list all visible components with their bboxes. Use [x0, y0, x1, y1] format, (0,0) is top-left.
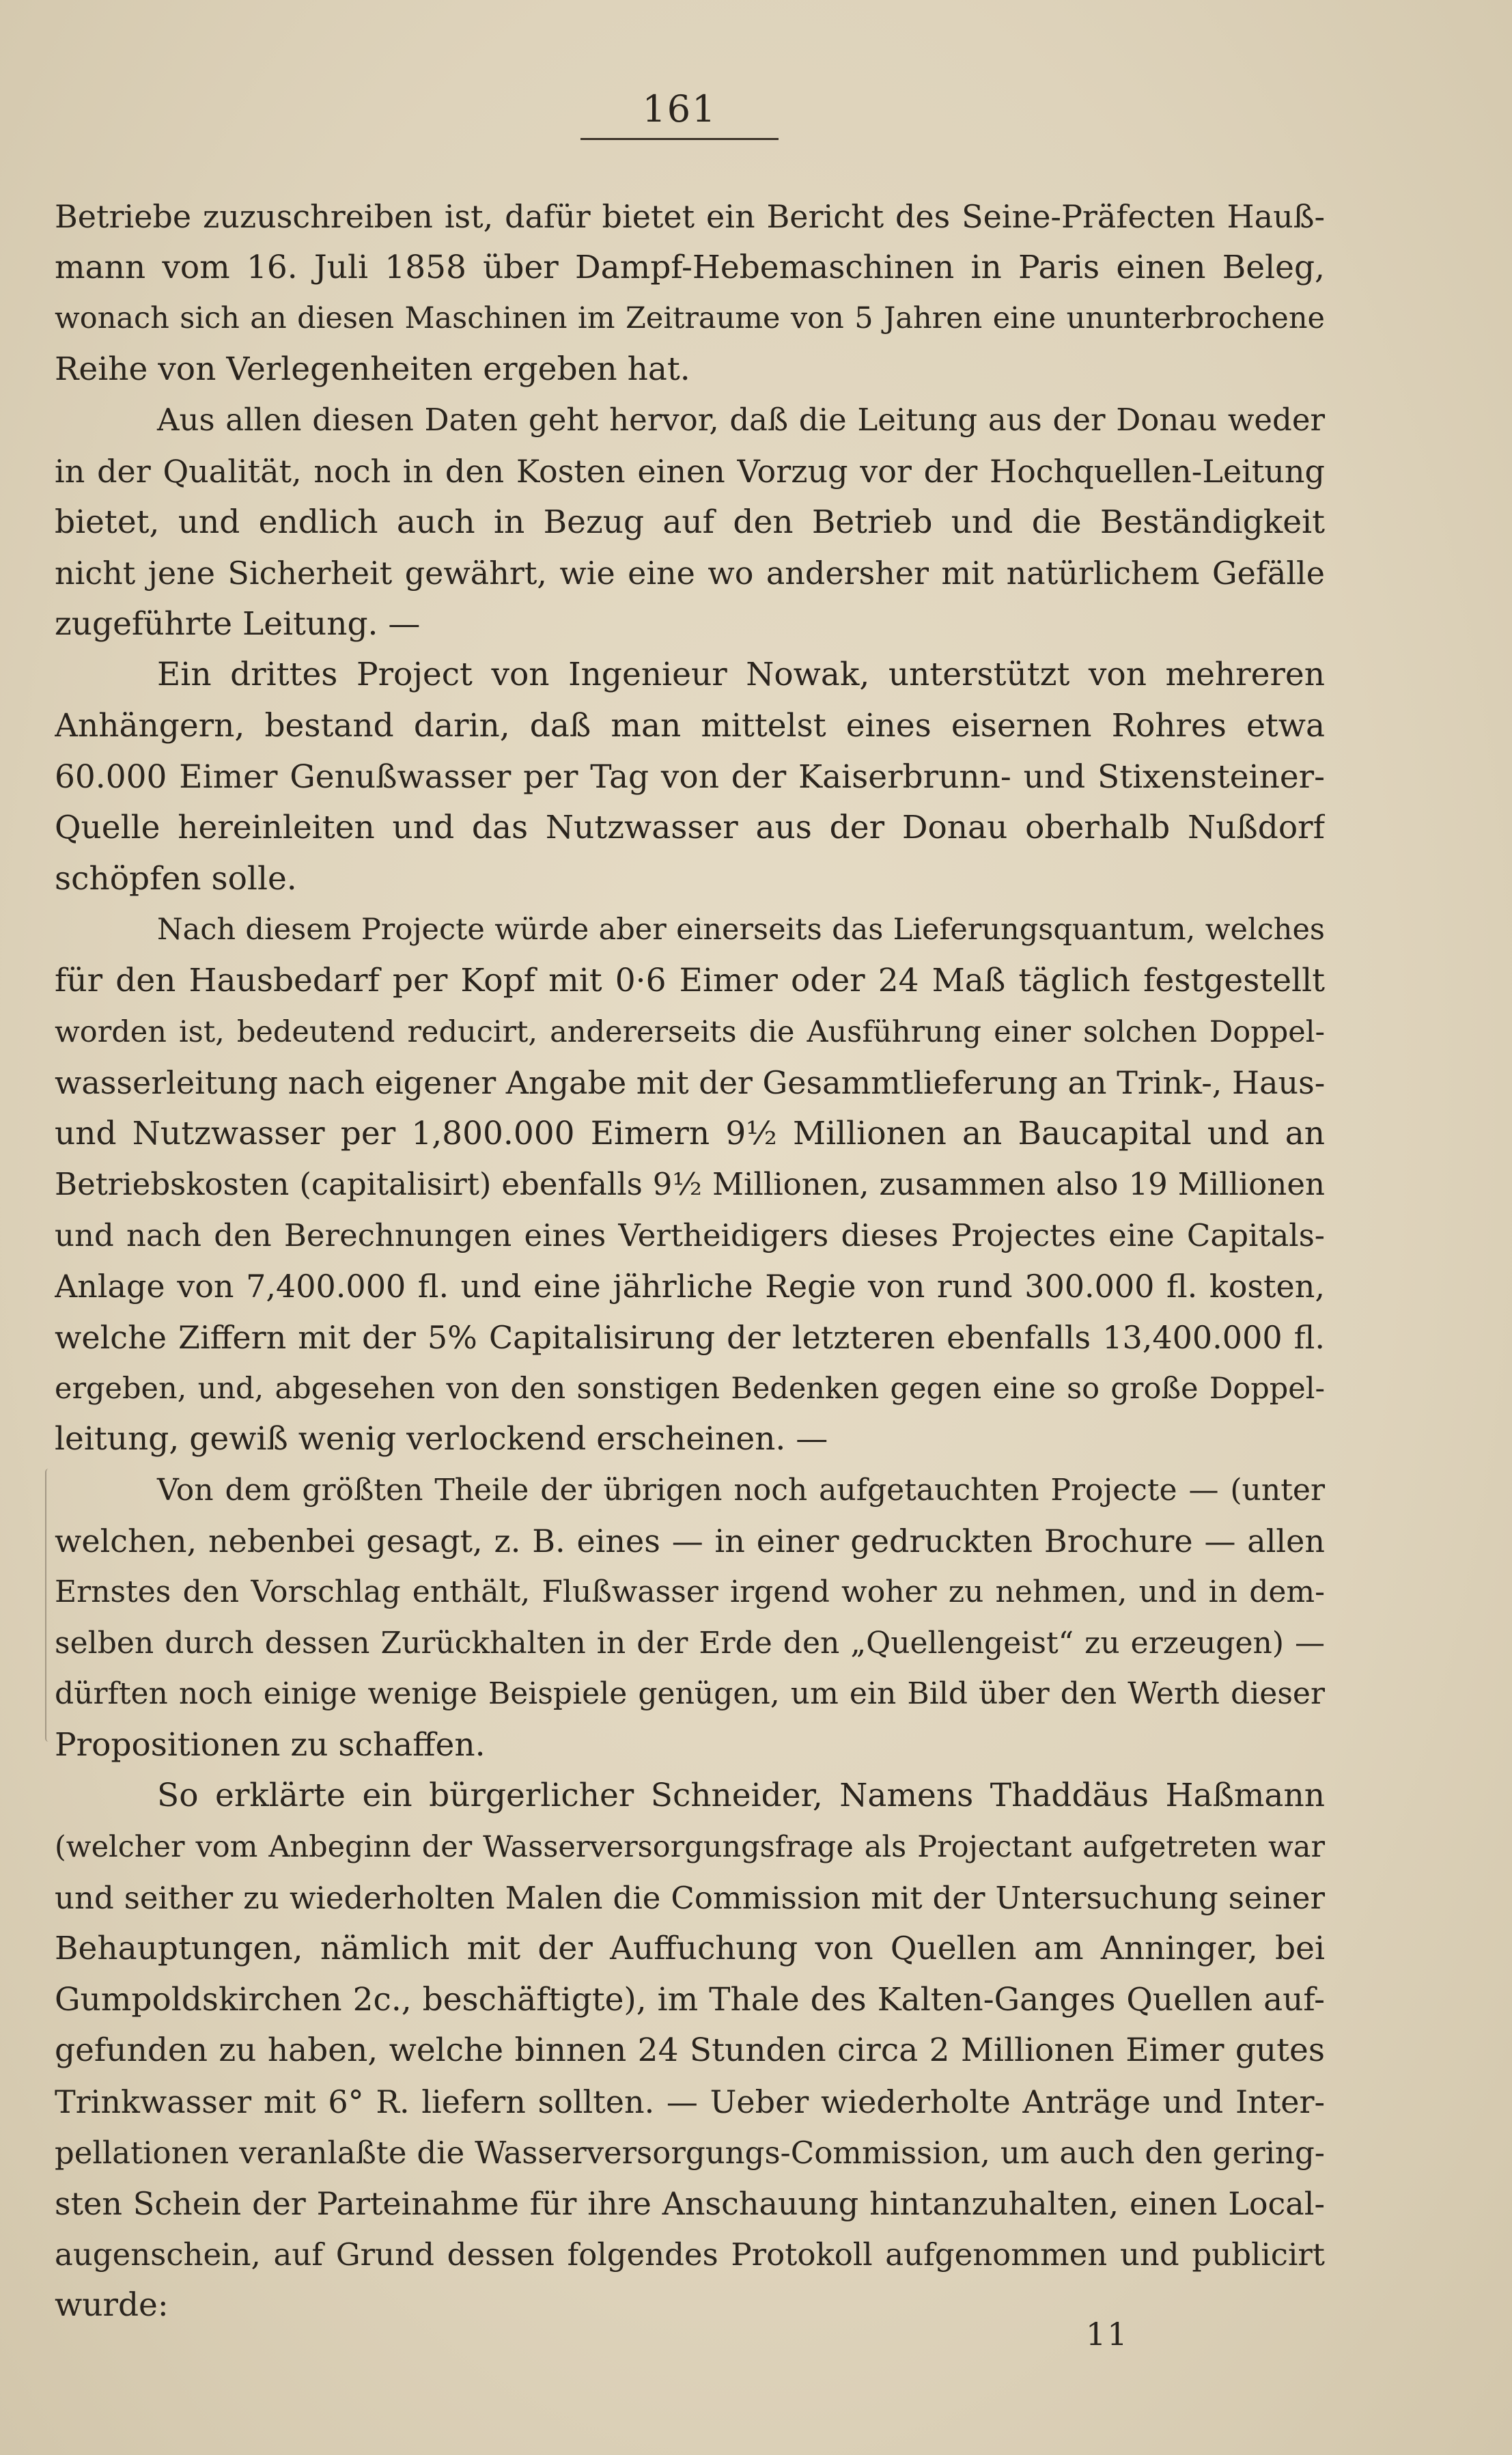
text-line: Propositionen zu schaffen. [55, 1725, 486, 1764]
text-line: wurde: [55, 2286, 169, 2325]
text-line: gefunden zu haben, welche binnen 24 Stunden circa 2 Millionen Eimer gutes [55, 2031, 1325, 2070]
text-line: Von dem größten Theile der übrigen noch aufgetauchten Projecte — (unter [157, 1472, 1325, 1508]
text-line: Trinkwasser mit 6° R. liefern sollten. — Ueber wiederholte Anträge und Inter- [55, 2083, 1325, 2120]
page-number: 161 [642, 87, 717, 130]
text-line: nicht jene Sicherheit gewährt, wie eine wo andersher mit natürlichem Gefälle [55, 555, 1325, 592]
text-line: Anhängern, bestand darin, daß man mittelst eines eisernen Rohres etwa [55, 706, 1325, 745]
text-line: mann vom 16. Juli 1858 über Dampf-Hebemaschinen in Paris einen Beleg, [55, 248, 1325, 286]
text-line: Behauptungen, nämlich mit der Auffuchung von Quellen am Anninger, bei [55, 1930, 1325, 1968]
text-line: welche Ziffern mit der 5% Capitalisirung der letzteren ebenfalls 13,400.000 fl. [55, 1319, 1325, 1357]
text-line: Betriebe zuzuschreiben ist, dafür bietet ein Bericht des Seine-Präfecten Hauß- [55, 198, 1325, 235]
text-line: Nach diesem Projecte würde aber einerseits das Lieferungsquantum, welches [157, 913, 1325, 947]
text-line: zugeführte Leitung. — [55, 605, 421, 643]
text-line: augenschein, auf Grund dessen folgendes Protokoll aufgenommen und publicirt [55, 2236, 1325, 2273]
text-line: schöpfen solle. [55, 859, 297, 898]
header-rule [580, 138, 779, 140]
text-line: Ernstes den Vorschlag enthält, Flußwasser irgend woher zu nehmen, und in dem- [55, 1575, 1325, 1610]
text-line: sten Schein der Parteinahme für ihre Anschauung hintanzuhalten, einen Local- [55, 2185, 1325, 2223]
text-line: wonach sich an diesen Maschinen im Zeitraume von 5 Jahren eine ununterbrochene [55, 301, 1325, 336]
text-line: welchen, nebenbei gesagt, z. B. eines — in einer gedruckten Brochure — allen [55, 1523, 1325, 1560]
text-line: Reihe von Verlegenheiten ergeben hat. [55, 350, 690, 388]
text-line: Gumpoldskirchen 2c., beschäftigte), im Thale des Kalten-Ganges Quellen auf- [55, 1980, 1325, 2019]
text-line: dürften noch einige wenige Beispiele genügen, um ein Bild über den Werth dieser [55, 1676, 1325, 1712]
text-line: worden ist, bedeutend reducirt, andererseits die Ausführung einer solchen Doppel- [55, 1014, 1325, 1049]
text-line: bietet, und endlich auch in Bezug auf den Betrieb und die Beständigkeit [55, 503, 1325, 541]
text-line: selben durch dessen Zurückhalten in der Erde den „Quellengeist“ zu erzeugen) — [55, 1625, 1325, 1661]
text-line: (welcher vom Anbeginn der Wasserversorgungsfrage als Projectant aufgetreten war [55, 1830, 1325, 1864]
text-line: ergeben, und, abgesehen von den sonstigen Bedenken gegen eine so große Doppel- [55, 1371, 1325, 1406]
text-line: in der Qualität, noch in den Kosten einen Vorzug vor der Hochquellen-Leitung [55, 452, 1325, 490]
text-line: 60.000 Eimer Genußwasser per Tag von der Kaiserbrunn- und Stixensteiner- [55, 758, 1325, 796]
text-line: So erklärte ein bürgerlicher Schneider, Namens Thaddäus Haßmann [157, 1777, 1325, 1815]
text-line: und nach den Berechnungen eines Vertheidigers dieses Projectes eine Capitals- [55, 1217, 1325, 1253]
text-line: und Nutzwasser per 1,800.000 Eimern 9½ Millionen an Baucapital und an [55, 1114, 1325, 1152]
text-line: Ein drittes Project von Ingenieur Nowak, unterstützt von mehreren [157, 656, 1325, 694]
signature-mark: 11 [1086, 2316, 1129, 2353]
text-line: Quelle hereinleiten und das Nutzwasser aus der Donau oberhalb Nußdorf [55, 809, 1325, 847]
text-line: und seither zu wiederholten Malen die Commission mit der Untersuchung seiner [55, 1879, 1325, 1916]
text-line: leitung, gewiß wenig verlockend erscheinen. — [55, 1420, 828, 1458]
text-line: wasserleitung nach eigener Angabe mit der Gesammtlieferung an Trink-, Haus- [55, 1064, 1325, 1102]
text-line: Aus allen diesen Daten geht hervor, daß die Leitung aus der Donau weder [157, 402, 1325, 439]
margin-bracket-mark [45, 1469, 52, 1742]
text-line: Anlage von 7,400.000 fl. und eine jährliche Regie von rund 300.000 fl. kosten, [55, 1268, 1325, 1305]
body-text [55, 191, 1325, 2331]
text-line: Betriebskosten (capitalisirt) ebenfalls 9½ Millionen, zusammen also 19 Millionen [55, 1166, 1325, 1203]
text-line: für den Hausbedarf per Kopf mit 0·6 Eimer oder 24 Maß täglich festgestellt [55, 961, 1325, 999]
text-line: pellationen veranlaßte die Wasserversorgungs-Commission, um auch den gering- [55, 2134, 1325, 2171]
